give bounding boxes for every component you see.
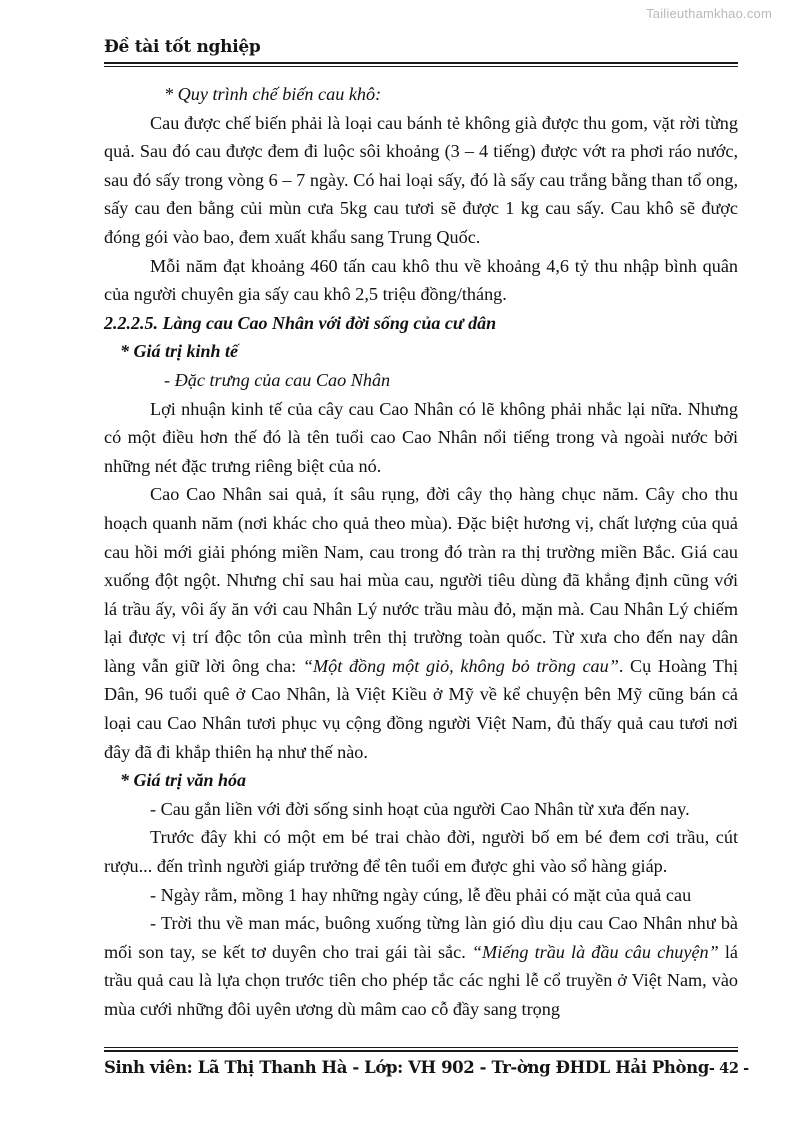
page-footer — [104, 1047, 749, 1077]
list-item-2: - Ngày rằm, mồng 1 hay những ngày cúng, lễ đều phải có mặt của quả cau — [150, 884, 692, 905]
header-title: Đề tài tốt nghiệp — [104, 37, 261, 57]
list-item-3-quote: “Miếng trầu là đầu câu chuyện” — [471, 941, 719, 962]
paragraph-4-part-b: . Cụ Hoàng Thị Dân, 96 tuổi quê ở Cao Nhân, là Việt Kiều ở Mỹ về kể chuyện bên Mỹ cũng bán cả loại cau Cao Nhân tươi phục vụ cộng đồng người Việt Nam, đủ thấy quả cau tươi nơi đây đã đi khắp thiên hạ như thế nào. — [104, 655, 739, 762]
paragraph-4-quote: “Một đồng một giỏ, không bỏ trồng cau” — [302, 655, 619, 676]
paragraph-3: Lợi nhuận kinh tế của cây cau Cao Nhân có lẽ không phải nhắc lại nữa. Nhưng có một điều hơn thế đó là tên tuổi cao Cao Nhân nổi tiếng trong và ngoài nước bởi những nét đặc trưng riêng biệt của nó. — [104, 398, 738, 476]
list-item-1: - Cau gắn liền với đời sống sinh hoạt của người Cao Nhân từ xưa đến nay. — [150, 798, 690, 819]
subsection-label-quy-trinh: * Quy trình chế biến cau khô: — [164, 84, 382, 104]
paragraph-5: Trước đây khi có một em bé trai chào đời, người bố em bé đem cơi trầu, cút rượu... đến trình người giáp trưởng để tên tuổi em được ghi vào sổ hàng giáp. — [104, 827, 738, 877]
heading-2-2-2-5: 2.2.2.5. Làng cau Cao Nhân với đời sống của cư dân — [104, 312, 497, 333]
footer-row — [104, 1058, 749, 1077]
page-header — [104, 38, 738, 67]
watermark-text: Tailieuthamkhao.com — [646, 6, 772, 21]
heading-gia-tri-kinh-te: * Giá trị kinh tế — [120, 341, 239, 362]
subpoint-dac-trung: - Đặc trưng của cau Cao Nhân — [164, 369, 391, 390]
list-item-3-part-a: - Trời thu về man mác, buông xuống từng làn gió dìu dịu cau Cao Nhân như bà mối son tay, se kết tơ duyên cho trai gái tài sắc. — [104, 913, 738, 962]
list-item-3-part-b: lá trầu quả cau là lựa chọn trước tiên cho phép tắc các nghi lễ cổ truyền ở Việt Nam, vào mùa cưới những đôi uyên ương dù mâm cao cỗ đầy sang trọng — [104, 941, 738, 1019]
list-item-3 — [104, 909, 738, 1023]
footer-divider — [104, 1047, 738, 1052]
footer-student-info: Sinh viên: Lã Thị Thanh Hà - Lớp: VH 902 - Tr-ờng ĐHDL Hải Phòng — [104, 1058, 709, 1077]
paragraph-1: Cau được chế biến phải là loại cau bánh tẻ không già được thu gom, vặt rời từng quả. Sau đó cau được đem đi luộc sôi khoảng (3 – 4 tiếng) được vớt ra phơi ráo nước, sau đó sấy trong vòng 6 – 7 ngày. Có hai loại sấy, đó là sấy cau trắng bằng than tổ ong, sấy cau đen bằng củi mùn cưa 5kg cau tươi sẽ được 1 kg cau sấy. Cau khô sẽ được đóng gói vào bao, đem xuất khẩu sang Trung Quốc. — [104, 112, 738, 247]
paragraph-4-part-a: Cao Cao Nhân sai quả, ít sâu rụng, đời cây thọ hàng chục năm. Cây cho thu hoạch quanh năm (nơi khác cho quả theo mùa). Đặc biệt hương vị, chất lượng của quả cau hồi mới giải phóng miền Nam, cau trong đó tràn ra thị trường miền Bắc. Giá cau xuống đột ngột. Nhưng chỉ sau hai mùa cau, người tiêu dùng đã khẳng định cũng với lá trầu ấy, vôi ấy ăn với cau Nhân Lý nước trầu màu đỏ, mặn mà. Cau Nhân Lý chiếm lại được vị trí độc tôn của mình trên thị trường toàn quốc. Từ xưa cho đến nay dân làng vẫn giữ lời ông cha: — [104, 484, 738, 676]
paragraph-2: Mỗi năm đạt khoảng 460 tấn cau khô thu về khoảng 4,6 tỷ thu nhập bình quân của người chuyên gia sấy cau khô 2,5 triệu đồng/tháng. — [104, 255, 738, 305]
paragraph-4 — [104, 480, 738, 766]
heading-gia-tri-van-hoa: * Giá trị văn hóa — [120, 770, 247, 791]
page-number: - 42 - — [708, 1060, 749, 1077]
document-body — [104, 80, 738, 1024]
header-divider — [104, 62, 738, 67]
